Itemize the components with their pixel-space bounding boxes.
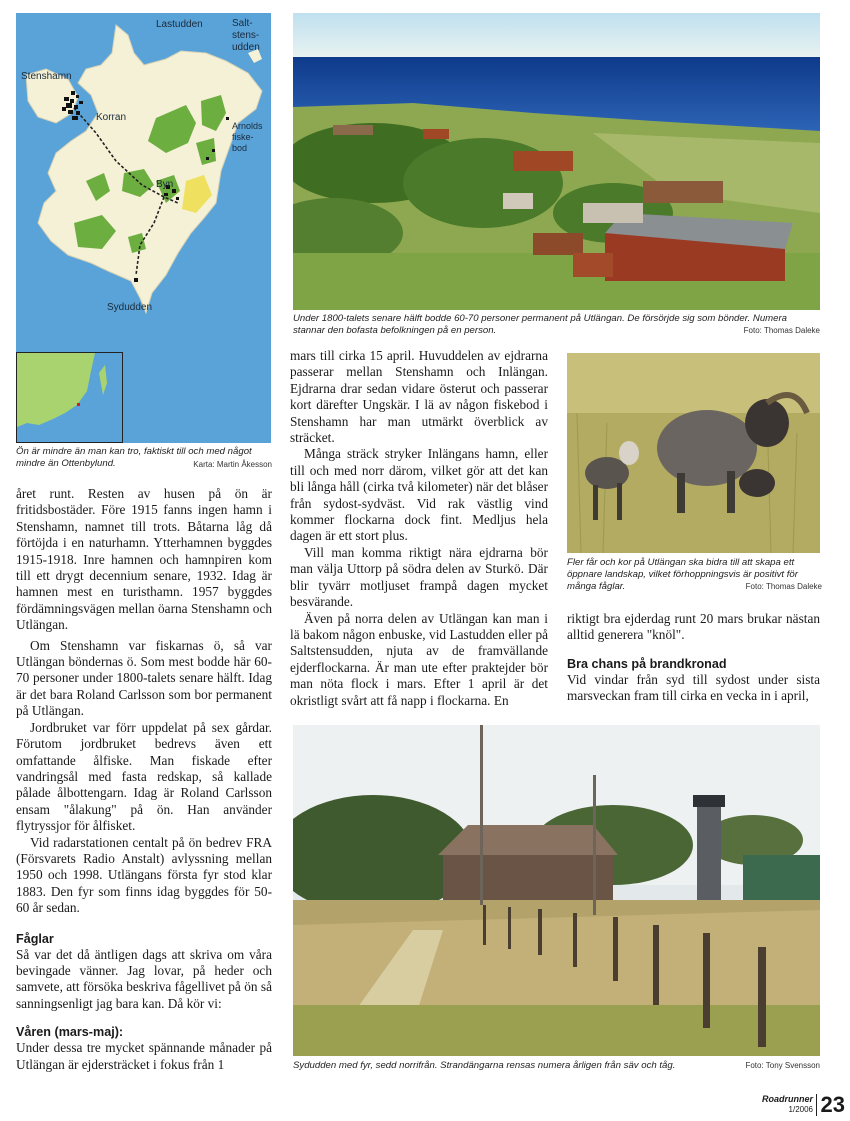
sheep-photo bbox=[567, 353, 820, 553]
lighthouse-caption-text: Sydudden med fyr, sedd norrifrån. Strandängarna rensas numera årligen från säv och tåg. bbox=[293, 1060, 676, 1071]
footer-divider bbox=[816, 1094, 817, 1116]
col1-paragraph-1: året runt. Resten av husen på ön är fritidsbostäder. Före 1915 fanns ingen hamn i Stenshamn, namnet till trots. Båtarna låg då förtöjda i en naturhamn. Ytterhamnen byggdes 1915-1918. Inre hamnen och hamnpiren kom till ett drygt decennium senare, 1932. Idag är hamnen mest en turisthamn. 1957 byggdes fördämningsvägen mellan öarna Stenshamn och Utlängan. bbox=[16, 486, 272, 633]
map-label-saltstensudden-2: stens- bbox=[232, 30, 260, 41]
lighthouse-photo bbox=[293, 725, 820, 1056]
col2-paragraph-1: mars till cirka 15 april. Huvuddelen av ejdrarna passerar mellan Stenshamn och Inlängan. Ejdrarna drar sedan vidare österut och passerar kort därefter Ungskär. I lä av någon fiskebod i Stenshamn har man utmärkt överblick av sträcket. bbox=[290, 348, 548, 446]
col3-paragraph-2: Vid vindar från syd till sydost under sista marsveckan fram till cirka en vecka in i april, bbox=[567, 671, 820, 704]
map-label-lastudden: Lastudden bbox=[156, 19, 203, 30]
lighthouse-credit: Foto: Tony Svensson bbox=[745, 1061, 820, 1070]
map-label-saltstensudden-3: udden bbox=[232, 42, 260, 53]
island-map bbox=[16, 13, 271, 443]
column-3 bbox=[567, 611, 820, 705]
map-label-arnolds-3: bod bbox=[232, 143, 248, 153]
sheep-caption bbox=[567, 557, 822, 593]
heading-faglar: Fåglar bbox=[16, 931, 54, 946]
sheep-photo-graphic bbox=[567, 353, 820, 553]
lighthouse-photo-graphic bbox=[293, 725, 820, 1056]
col1-paragraph-4: Vid radarstationen centalt på ön bedrev FRA (Försvarets Radio Anstalt) avlyssning mellan 1950 och 1998. Utlängans första fyr stod klar 1883. Den fyr som finns idag byggdes för 50-60 år sedan. bbox=[16, 834, 272, 916]
map-label-arnolds-1: Arnolds bbox=[232, 121, 263, 131]
aerial-photo-graphic bbox=[293, 13, 820, 310]
magazine-name: Roadrunner bbox=[761, 1094, 813, 1104]
map-label-saltstensudden-1: Salt- bbox=[232, 18, 253, 29]
map-label-sydudden: Sydudden bbox=[107, 302, 153, 313]
issue-number: 1/2006 bbox=[788, 1105, 813, 1114]
map-label-korran: Korran bbox=[96, 112, 127, 123]
map-caption bbox=[16, 446, 272, 471]
location-marker-icon bbox=[77, 403, 80, 406]
column-1 bbox=[16, 486, 272, 1073]
col2-paragraph-4: Även på norra delen av Utlängan kan man i lä bakom någon enbuske, vid Lastudden eller på Saltstensudden, njuta av de framvällande ejderflockarna. Är man ute efter praktejder bör man nöta flock i mars. Efter 1 april är det okristligt svårt att få napp i flockarna. En bbox=[290, 610, 548, 708]
map-credit: Karta: Martin Åkesson bbox=[193, 460, 272, 469]
sheep-caption-text: Fler får och kor på Utlängan ska bidra till att skapa ett öppnare landskap, vilket förhoppningsvis är positivt för många fåglar. bbox=[567, 557, 798, 592]
inset-map bbox=[16, 352, 123, 443]
map-label-stenshamn: Stenshamn bbox=[21, 71, 72, 82]
page-footer bbox=[760, 1092, 845, 1118]
sheep-credit: Foto: Thomas Daleke bbox=[745, 582, 822, 591]
col1-paragraph-3: Jordbruket var förr uppdelat på sex gårdar. Förutom jordbruket bedrevs även ett omfattande ålfiske. Man fiskade efter vandringsål med fasta redskap, så kallade pålade ålbottengarn. Idag är Roland Carlsson ensam "ålakung" på ön. Han använder flytryssjor för ålfisket. bbox=[16, 719, 272, 834]
aerial-caption-text: Under 1800-talets senare hälft bodde 60-70 personer permanent på Utlängan. De försörjde sig som bönder. Numera stannar den bofasta befolkningen på en person. bbox=[293, 313, 788, 336]
aerial-credit: Foto: Thomas Daleke bbox=[743, 326, 820, 335]
col1-paragraph-2: Om Stenshamn var fiskarnas ö, så var Utlängan böndernas ö. Som mest bodde här 60-70 personer under 1800-talets senare hälft. Idag är det bara Roland Carlsson som bor permanent på Utlängan. bbox=[16, 637, 272, 719]
heading-varen: Våren (mars-maj): bbox=[16, 1025, 124, 1040]
heading-bra-chans: Bra chans på brandkronad bbox=[567, 656, 727, 671]
aerial-photo bbox=[293, 13, 820, 310]
map-label-arnolds-2: fiske- bbox=[232, 132, 254, 142]
page-number: 23 bbox=[820, 1092, 845, 1117]
col2-paragraph-2: Många sträck stryker Inlängans hamn, eller till och med norr därom, vilket gör att det kan bli långa håll (cirka två kilometer) när det blåser från sydost-sydväst. Vid rak västlig vind kommer flockarna dock fint. Medljus hela dagen är ett stort plus. bbox=[290, 446, 548, 544]
col1-paragraph-varen: Under dessa tre mycket spännande månader på Utlängan är ejdersträcket i fokus från 1 bbox=[16, 1040, 272, 1072]
map-caption-text: Ön är mindre än man kan tro, faktiskt till och med något mindre än Ottenbylund. bbox=[16, 446, 252, 469]
col2-paragraph-3: Vill man komma riktigt nära ejdrarna bör man välja Uttorp på södra delen av Sturkö. Där blir tyvärr motljuset frampå dagen mycket besvärande. bbox=[290, 544, 548, 610]
col1-paragraph-faglar: Så var det då äntligen dags att skriva om våra bevingade vänner. Jag lovar, på heder och samvete, att försöka beskriva fågellivet på ön så sanningsenligt jag bara kan. Då kör vi: bbox=[16, 946, 272, 1011]
inset-map-graphic bbox=[17, 353, 122, 442]
column-2 bbox=[290, 348, 548, 709]
col3-paragraph-1: riktigt bra ejderdag runt 20 mars brukar nästan alltid generera "knöl". bbox=[567, 611, 820, 643]
aerial-caption bbox=[293, 313, 820, 337]
map-label-byn: Byn bbox=[156, 179, 174, 190]
lighthouse-caption bbox=[293, 1060, 820, 1072]
